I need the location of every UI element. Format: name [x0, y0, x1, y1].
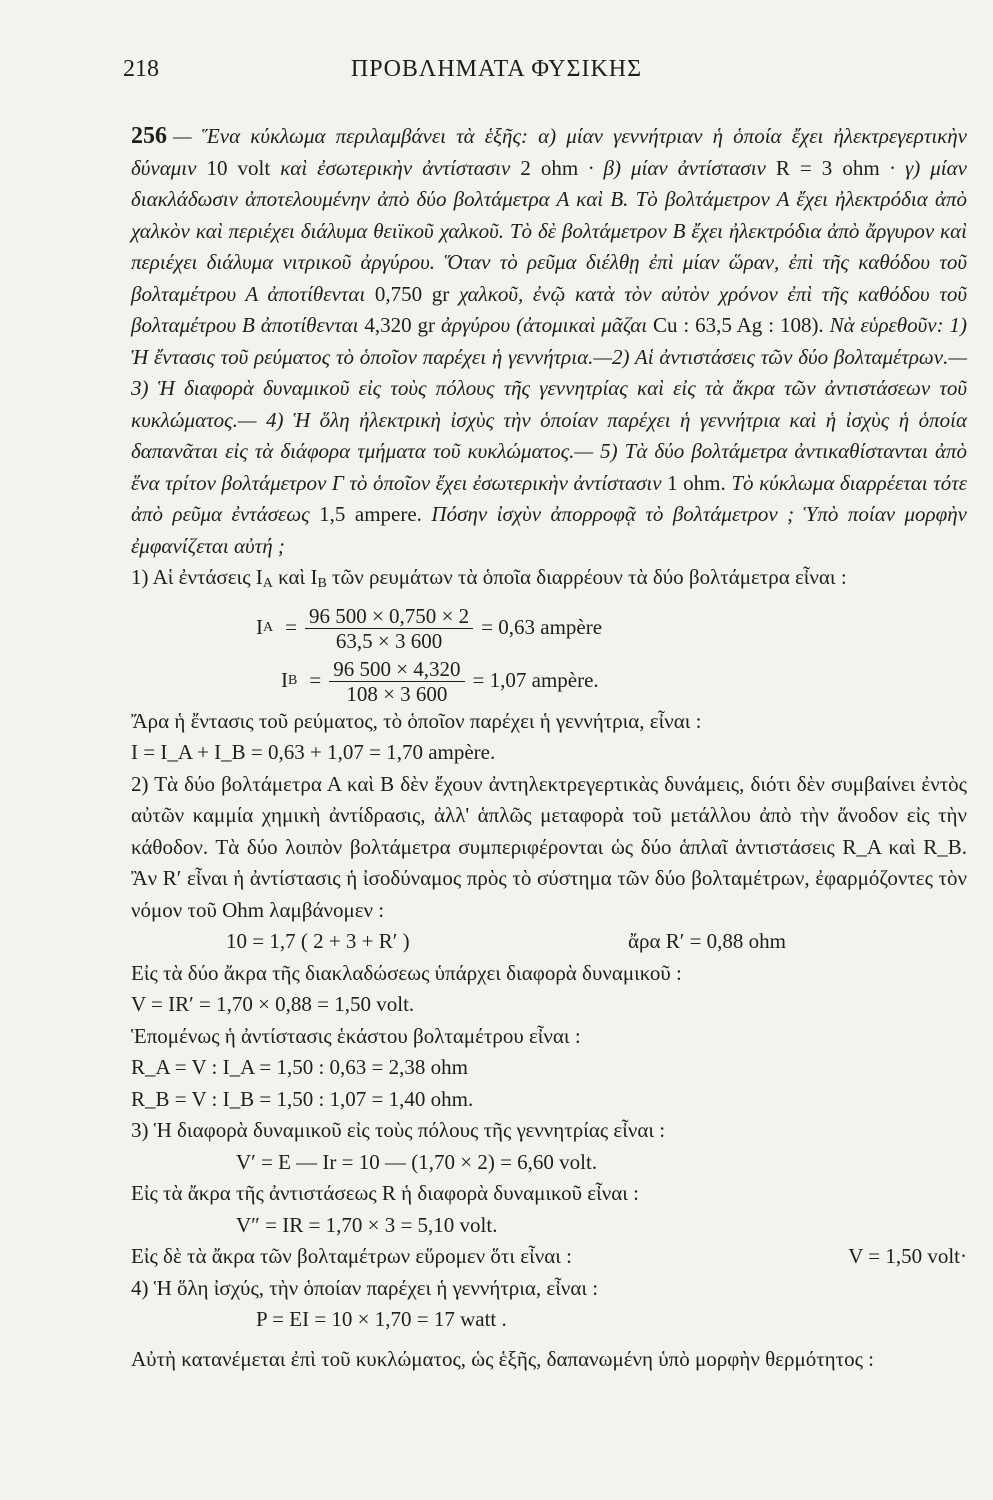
problem-atomic-masses: Cu : 63,5 Ag : 108). — [652, 313, 824, 337]
solution-part-4: 4) Ἡ ὅλη ἰσχύς, τὴν ὁποίαν παρέχει ἡ γεννήτρια, εἶναι : — [131, 1275, 599, 1300]
solution-text: Ἄρα ἡ ἔντασις τοῦ ρεύματος, τὸ ὁποῖον παρέχει ἡ γεννήτρια, εἶναι : — [131, 708, 702, 733]
equals-sign: = — [309, 668, 322, 693]
problem-statement — [131, 121, 967, 562]
eq-right: ἄρα R′ = 0,88 ohm — [627, 929, 786, 953]
running-title: ΠΡΟΒΛΗΜΑΤΑ ΦΥΣΙΚΗΣ — [350, 56, 643, 82]
equals-sign: = — [285, 615, 297, 640]
problem-resistance: R = 3 ohm — [775, 155, 880, 180]
eq-lhs: I — [256, 615, 263, 640]
solution-part-2: 2) Τὰ δύο βολτάμετρα Α καὶ Β δὲν ἔχουν ἀντηλεκτρεγερτικὰς δυνάμεις, διότι δὲν συμβαίνει ἐντὸς αὐτῶν καμμία χημικὴ ἀντίδρασις, ἀλλ' ἁπλῶς μεταφορὰ τοῦ μετάλλου ἀπὸ τὴν ἄνοδον εἰς τὴν κάθοδον. Τὰ δύο λοιπὸν βολτάμετρα συμπεριφέρονται ὡς δύο ἁπλαῖ ἀντιστάσεις R_A καὶ R_B. Ἂν R′ εἶναι ἡ ἀντίστασις ἡ ἰσοδύναμος πρὸς τὸ σύστημα τῶν δύο βολταμέτρων, ἐφαρμόζοντες τὸν νόμον τοῦ Ohm λαμβάνομεν : — [131, 771, 967, 922]
equation-power: P = EI = 10 × 1,70 = 17 watt . — [256, 1307, 507, 1331]
solution — [131, 562, 967, 1375]
problem-text: Τὸ κύκλωμα διαρρέεται τότε ἀπὸ ρεῦμα ἐντάσεως — [131, 470, 967, 526]
subscript: A — [262, 576, 273, 591]
problem-text: καὶ ἐσωτερικὴν ἀντίστασιν — [270, 155, 521, 180]
eq-value: V = 1,50 volt· — [848, 1244, 967, 1268]
fraction — [305, 604, 473, 653]
subscript: B — [288, 673, 298, 689]
numerator: 96 500 × 0,750 × 2 — [305, 604, 473, 629]
solution-text: Εἰς τὰ δύο ἄκρα τῆς διακλαδώσεως ὑπάρχει διαφορὰ δυναμικοῦ : — [131, 960, 682, 985]
text: 1) Αἱ ἐντάσεις I — [131, 565, 263, 589]
equation-ohm-law — [226, 926, 786, 958]
equation-RA: R_A = V : I_A = 1,50 : 0,63 = 2,38 ohm — [131, 1055, 468, 1079]
denominator: 63,5 × 3 600 — [335, 628, 443, 653]
equation-terminal-voltage: V′ = E — Ir = 10 — (1,70 × 2) = 6,60 volt. — [236, 1149, 598, 1174]
text: τῶν ρευμάτων τὰ ὁποῖα διαρρέουν τὰ δύο βολτάμετρα εἶναι : — [326, 565, 847, 589]
numerator: 96 500 × 4,320 — [329, 657, 464, 682]
equation-IA — [256, 604, 967, 653]
solution-text: Ἑπομένως ἡ ἀντίστασις ἑκάστου βολταμέτρου εἶναι : — [131, 1023, 581, 1048]
equation-total-current: I = I_A + I_B = 0,63 + 1,07 = 1,70 ampère. — [131, 740, 496, 764]
page-header — [0, 52, 993, 92]
problem-emf: 10 volt — [206, 155, 271, 180]
solution-text: Εἰς τὰ ἄκρα τῆς ἀντιστάσεως R ἡ διαφορὰ δυναμικοῦ εἶναι : — [131, 1181, 639, 1205]
problem-text: · β) μίαν ἀντίστασιν — [578, 155, 776, 180]
solution-part-3: 3) Ἡ διαφορὰ δυναμικοῦ εἰς τοὺς πόλους τῆς γεννητρίας εἶναι : — [131, 1118, 666, 1142]
problem-mass-ag: 4,320 gr — [364, 313, 436, 337]
solution-text: Αὐτὴ κατανέμεται ἐπὶ τοῦ κυκλώματος, ὡς ἑξῆς, δαπανωμένη ὑπὸ μορφὴν θερμότητος : — [131, 1346, 874, 1371]
eq-left: 10 = 1,7 ( 2 + 3 + R′ ) — [226, 929, 410, 953]
problem-internal-resistance: 2 ohm — [520, 155, 579, 180]
subscript: A — [263, 620, 274, 636]
equation-branch-voltage: V = IR′ = 1,70 × 0,88 = 1,50 volt. — [131, 992, 415, 1016]
problem-mass-cu: 0,750 gr — [374, 281, 450, 306]
equation-RB: R_B = V : I_B = 1,50 : 1,07 = 1,40 ohm. — [131, 1086, 474, 1111]
problem-text: χαλκοῦ, ἐνῷ κατὰ τὸν αὐτὸν χρόνον ἐπὶ τῆς καθόδου τοῦ βολταμέτρου Β ἀποτίθενται — [131, 281, 967, 337]
problem-number: 256 — [131, 123, 167, 149]
problem-text: Νὰ εὑρεθοῦν: 1) Ἡ ἔντασις τοῦ ρεύματος τὸ ὁποῖον παρέχει ἡ γεννήτρια.—2) Αἱ ἀντιστάσεις τῶν δύο βολταμέτρων.—3) Ἡ διαφορὰ δυναμικοῦ εἰς τοὺς πόλους τῆς γεννητρίας καὶ εἰς τὰ ἄκρα τῶν ἀντιστάσεων τοῦ κυκλώματος.— 4) Ἡ ὅλη ἠλεκτρικὴ ἰσχὺς τὴν ὁποίαν παρέχει ἡ γεννήτρια καὶ ἡ ἰσχὺς ἡ ὁποία δαπανᾶται εἰς τὰ διάφορα τμήματα τοῦ κυκλώματος.— 5) Τὰ δύο βολτάμετρα ἀντικαθίστανται ἀπὸ ἕνα τρίτον βολτάμετρον Γ τὸ ὁποῖον ἔχει ἐσωτερικὴν ἀντίστασιν — [131, 313, 967, 495]
denominator: 108 × 3 600 — [346, 681, 448, 706]
subscript: B — [317, 576, 327, 591]
text: καὶ I — [272, 565, 318, 589]
equation-resistor-voltage: V″ = IR = 1,70 × 3 = 5,10 volt. — [236, 1212, 498, 1237]
problem-text: Πόσην ἰσχὺν ἀπορροφᾷ τὸ βολτάμετρον ; Ὑπὸ ποίαν μορφὴν ἐμφανίζεται αὐτή ; — [131, 502, 967, 558]
problem-text: · γ) μίαν διακλάδωσιν ἀποτελουμένην ἀπὸ δύο βολτάμετρα Α καὶ Β. Τὸ βολτάμετρον Α ἔχει ἠλεκτρόδια ἀπὸ χαλκὸν καὶ περιέχει διάλυμα θειϊκοῦ χαλκοῦ. Τὸ δὲ βολτάμετρον Β ἔχει ἠλεκτρόδια ἀπὸ ἄργυρον καὶ περιέχει διάλυμα νιτρικοῦ ἀργύρου. Ὅταν τὸ ρεῦμα διέλθῃ ἐπὶ μίαν ὥραν, ἐπὶ τῆς καθόδου τοῦ βολταμέτρου Α ἀποτίθενται — [131, 155, 967, 306]
problem-paragraph — [131, 121, 967, 562]
page-number: 218 — [123, 56, 159, 82]
eq-result: = 0,63 ampère — [481, 615, 603, 640]
problem-text: ἀργύρου (ἀτομικαὶ μᾶζαι — [435, 313, 653, 337]
eq-result: = 1,07 ampère. — [472, 668, 599, 693]
problem-voltameter-resistance: 1 ohm. — [667, 470, 726, 495]
solution-part-1-intro — [131, 562, 967, 600]
equation-IB — [281, 657, 967, 706]
problem-text: — Ἕνα κύκλωμα περιλαμβάνει τὰ ἑξῆς: α) μίαν γεννήτριαν ἡ ὁποία ἔχει ἠλεκτρεγερτικὴν δύναμιν — [131, 124, 967, 180]
eq-lhs: I — [281, 668, 288, 693]
page-content — [131, 121, 967, 1375]
problem-current: 1,5 ampere. — [319, 502, 422, 526]
voltameter-voltage-line — [131, 1241, 967, 1273]
text: Εἰς δὲ τὰ ἄκρα τῶν βολταμέτρων εὕρομεν ὅτι εἶναι : — [131, 1244, 572, 1268]
fraction — [329, 657, 464, 706]
